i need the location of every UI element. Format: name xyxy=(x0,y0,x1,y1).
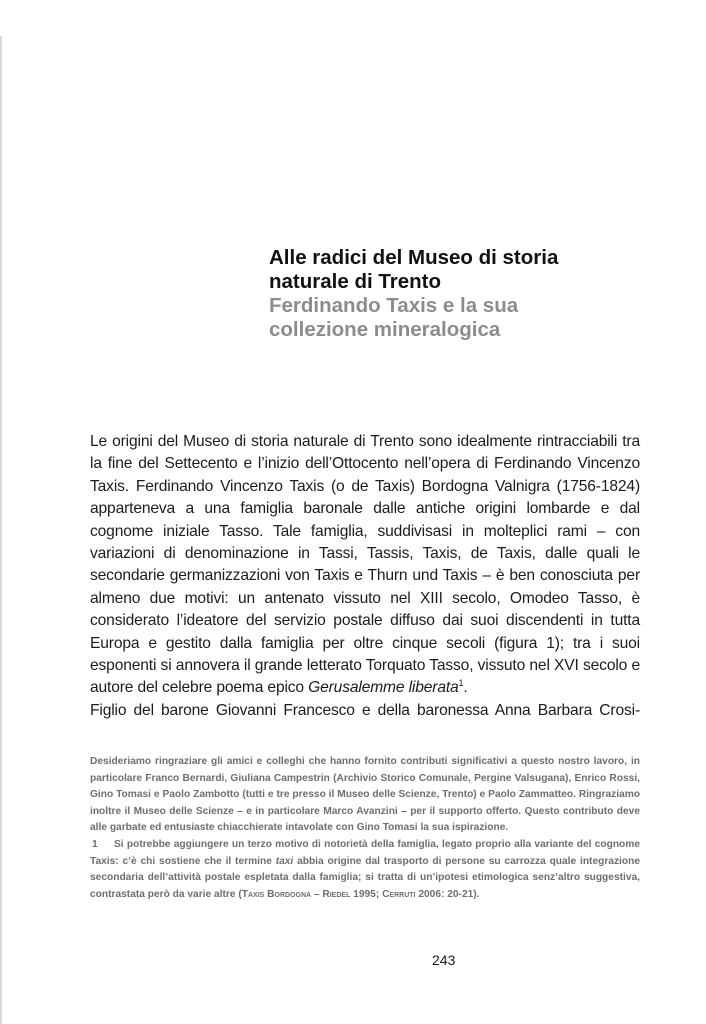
citation-cerruti: Cerruti xyxy=(382,888,416,900)
body-paragraph-1 xyxy=(90,431,640,700)
article-title-line2: naturale di Trento xyxy=(269,270,441,293)
page-number: 243 xyxy=(432,952,456,968)
footnote-1-text-a: Si potrebbe aggiungere un terzo motivo di notorietà della famiglia, legato proprio alla variante del cognome Taxis: c’è chi sostiene che il termine xyxy=(90,838,640,867)
footnote-1-end: 2006: 20-21). xyxy=(415,888,480,900)
page-edge-line xyxy=(0,36,2,1024)
notes-section xyxy=(90,754,640,903)
footnote-1-italic: taxi xyxy=(275,855,294,867)
article-subtitle-line2: collezione mineralogica xyxy=(269,318,501,341)
title-block xyxy=(269,246,669,342)
article-title xyxy=(269,246,669,294)
body-paragraph-2: Figlio del barone Giovanni Francesco e della baronessa Anna Barbara Crosi- xyxy=(90,701,640,719)
footnote-1-text-b: abbia origine dal trasporto di persone su carrozza quale integrazione secondaria dell’attività postale espletata dalla famiglia; si tratta di un’ipotesi etimologica senz’altro suggestiva, contrastata però da varie altre ( xyxy=(90,855,641,900)
article-subtitle-line1: Ferdinando Taxis e la sua xyxy=(269,294,519,317)
body-paragraph-1-end: . xyxy=(463,679,468,697)
article-subtitle xyxy=(269,294,669,342)
body-text xyxy=(90,431,640,722)
body-paragraph-1-text: Le origini del Museo di storia naturale di Trento sono idealmente rintracciabili tra la fine del Settecento e l’inizio dell’Ottocento nell’opera di Ferdinando Vincenzo Taxis. Ferdinando Vincenzo Taxis (o de Taxis) Bordogna Valnigra (1756-1824) apparteneva a una famiglia baronale dalle antiche origini lombarde e dal cognome iniziale Tasso. Tale famiglia, suddivisasi in molteplici rami – con variazioni di denominazione in Tassi, Tassis, Taxis, de Taxis, dalle quali le secondarie germanizzazioni von Taxis e Thurn und Taxis – è ben conosciuta per almeno due motivi: un antenato vissuto nel XIII secolo, Omodeo Tasso, è considerato l’ideatore del servizio postale diffuso dai suoi discendenti in tutta Europa e gestito dalla famiglia per oltre cinque secoli (figura 1); tra i suoi esponenti si annovera il grande letterato Torquato Tasso, vissuto nel XVI secolo e autore del celebre poema epico xyxy=(90,433,640,697)
italic-title-gerusalemme: Gerusalemme liberata xyxy=(308,679,459,697)
footnote-1-number: 1 xyxy=(92,838,98,850)
footnote-1 xyxy=(90,837,640,903)
citation-taxis-riedel: Taxis Bordogna – Riedel xyxy=(241,888,351,900)
article-title-line1: Alle radici del Museo di storia xyxy=(269,246,559,269)
acknowledgement-note: Desideriamo ringraziare gli amici e colleghi che hanno fornito contributi significativi a questo nostro lavoro, in particolare Franco Bernardi, Giuliana Campestrin (Archivio Storico Comunale, Pergine Valsugana), Enrico Rossi, Gino Tomasi e Paolo Zambotto (tutti e tre presso il Museo delle Scienze, Trento) e Paolo Zammatteo. Ringraziamo inoltre il Museo delle Scienze – e in particolare Marco Avanzini – per il supporto offerto. Questo contributo deve alle garbate ed entusiaste chiacchierate intavolate con Gino Tomasi la sua ispirazione. xyxy=(90,756,640,834)
citation-year-1995: 1995; xyxy=(350,888,383,900)
footnote-ref-1[interactable]: 1 xyxy=(458,678,464,689)
